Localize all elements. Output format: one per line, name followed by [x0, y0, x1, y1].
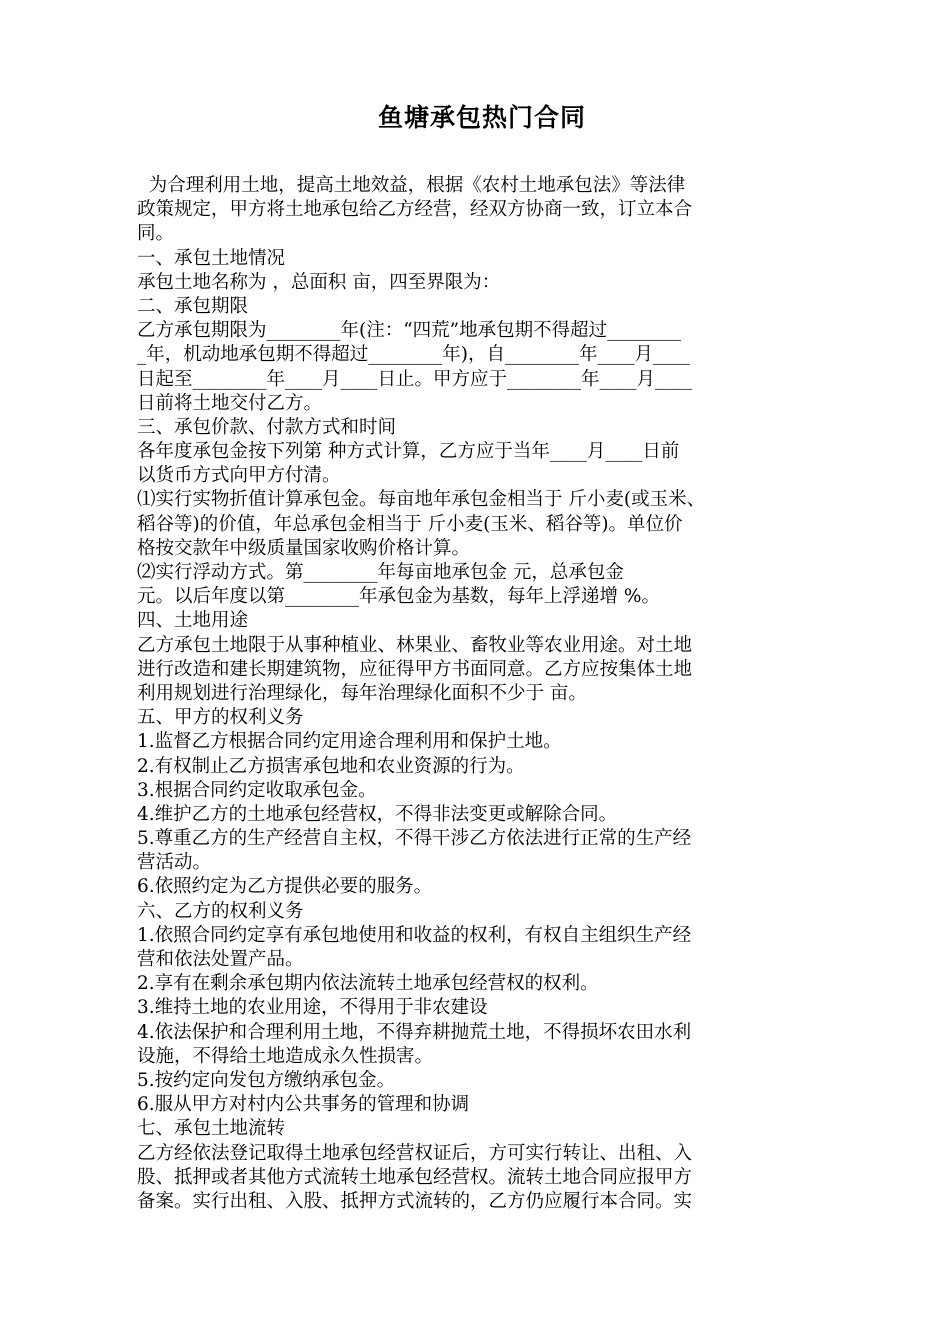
- text-line: 营和依法处置产品。: [137, 949, 304, 970]
- text-line: 设施，不得给土地造成永久性损害。: [137, 1045, 434, 1067]
- text-line: 格按交款年中级质量国家收购价格计算。: [137, 537, 471, 559]
- text-line: ⑴实行实物折值计算承包金。每亩地年承包金相当于 斤小麦(或玉米、: [137, 489, 706, 511]
- text-line: 承包土地名称为 ，总面积 亩，四至界限为：: [137, 271, 501, 293]
- text-line: 6.依照约定为乙方提供必要的服务。: [137, 876, 433, 898]
- text-line: 以货币方式向甲方付清。: [137, 465, 341, 487]
- text-line: 日前将土地交付乙方。: [137, 392, 323, 414]
- document-body: [137, 174, 827, 1214]
- text-line: 七、承包土地流转: [137, 1118, 286, 1140]
- text-line: 一、承包土地情况: [137, 247, 286, 269]
- text-line: 股、抵押或者其他方式流转土地承包经营权。流转土地合同应报甲方: [137, 1166, 693, 1188]
- text-line: 五、甲方的权利义务: [137, 707, 304, 729]
- text-line: 备案。实行出租、入股、抵押方式流转的，乙方仍应履行本合同。实: [137, 1190, 693, 1212]
- text-line: _年，机动地承包期不得超过________年)，自________年____月____: [137, 344, 690, 366]
- text-line: 1.依照合同约定享有承包地使用和收益的权利，有权自主组织生产经: [137, 924, 692, 946]
- text-line: 1.监督乙方根据合同约定用途合理利用和保护土地。: [137, 731, 562, 753]
- text-line: 乙方承包土地限于从事种植业、林果业、畜牧业等农业用途。对土地: [137, 634, 693, 656]
- text-line: 日起至________年____月____日止。甲方应于________年____月____: [137, 368, 693, 390]
- document-title: 鱼塘承包热门合同: [377, 103, 586, 132]
- text-line: 政策规定，甲方将土地承包给乙方经营，经双方协商一致，订立本合: [137, 199, 693, 221]
- text-line: 3.根据合同约定收取承包金。: [137, 779, 377, 801]
- document-page: [137, 100, 827, 1214]
- text-line: 元。以后年度以第________年承包金为基数，每年上浮递增 %。: [137, 586, 660, 608]
- text-line: 4.依法保护和合理利用土地，不得弃耕抛荒土地，不得损坏农田水利: [137, 1021, 692, 1043]
- text-line: 5.按约定向发包方缴纳承包金。: [137, 1069, 396, 1091]
- text-line: 6.服从甲方对村内公共事务的管理和协调: [137, 1094, 470, 1116]
- text-line: 2.有权制止乙方损害承包地和农业资源的行为。: [137, 755, 525, 777]
- text-line: 四、土地用途: [137, 610, 249, 632]
- text-line: ⑵实行浮动方式。第________年每亩地承包金 元，总承包金: [137, 562, 624, 583]
- text-line: 六、乙方的权利义务: [137, 900, 304, 922]
- text-line: 4.维护乙方的土地承包经营权，不得非法变更或解除合同。: [137, 803, 618, 825]
- text-line: 进行改造和建长期建筑物，应征得甲方书面同意。乙方应按集体土地: [137, 658, 693, 680]
- text-line: 5.尊重乙方的生产经营自主权，不得干涉乙方依法进行正常的生产经: [137, 828, 692, 850]
- text-line: 为合理利用土地，提高土地效益，根据《农村土地承包法》等法律: [137, 175, 686, 196]
- text-line: 乙方承包期限为________年(注：“四荒”地承包期不得超过________: [137, 320, 682, 342]
- text-line: 营活动。: [137, 852, 212, 874]
- text-line: 3.维持土地的农业用途，不得用于非农建设: [137, 997, 488, 1019]
- text-line: 三、承包价款、付款方式和时间: [137, 416, 397, 438]
- text-line: 各年度承包金按下列第 种方式计算，乙方应于当年____月____日前: [137, 441, 680, 463]
- text-line: 同。: [137, 223, 175, 245]
- text-line: 2.享有在剩余承包期内依法流转土地承包经营权的权利。: [137, 973, 599, 995]
- text-line: 稻谷等)的价值，年总承包金相当于 斤小麦(玉米、稻谷等)。单位价: [137, 513, 683, 535]
- text-line: 二、承包期限: [137, 295, 249, 317]
- text-line: 乙方经依法登记取得土地承包经营权证后，方可实行转让、出租、入: [137, 1142, 693, 1164]
- text-line: 利用规划进行治理绿化，每年治理绿化面积不少于 亩。: [137, 682, 587, 704]
